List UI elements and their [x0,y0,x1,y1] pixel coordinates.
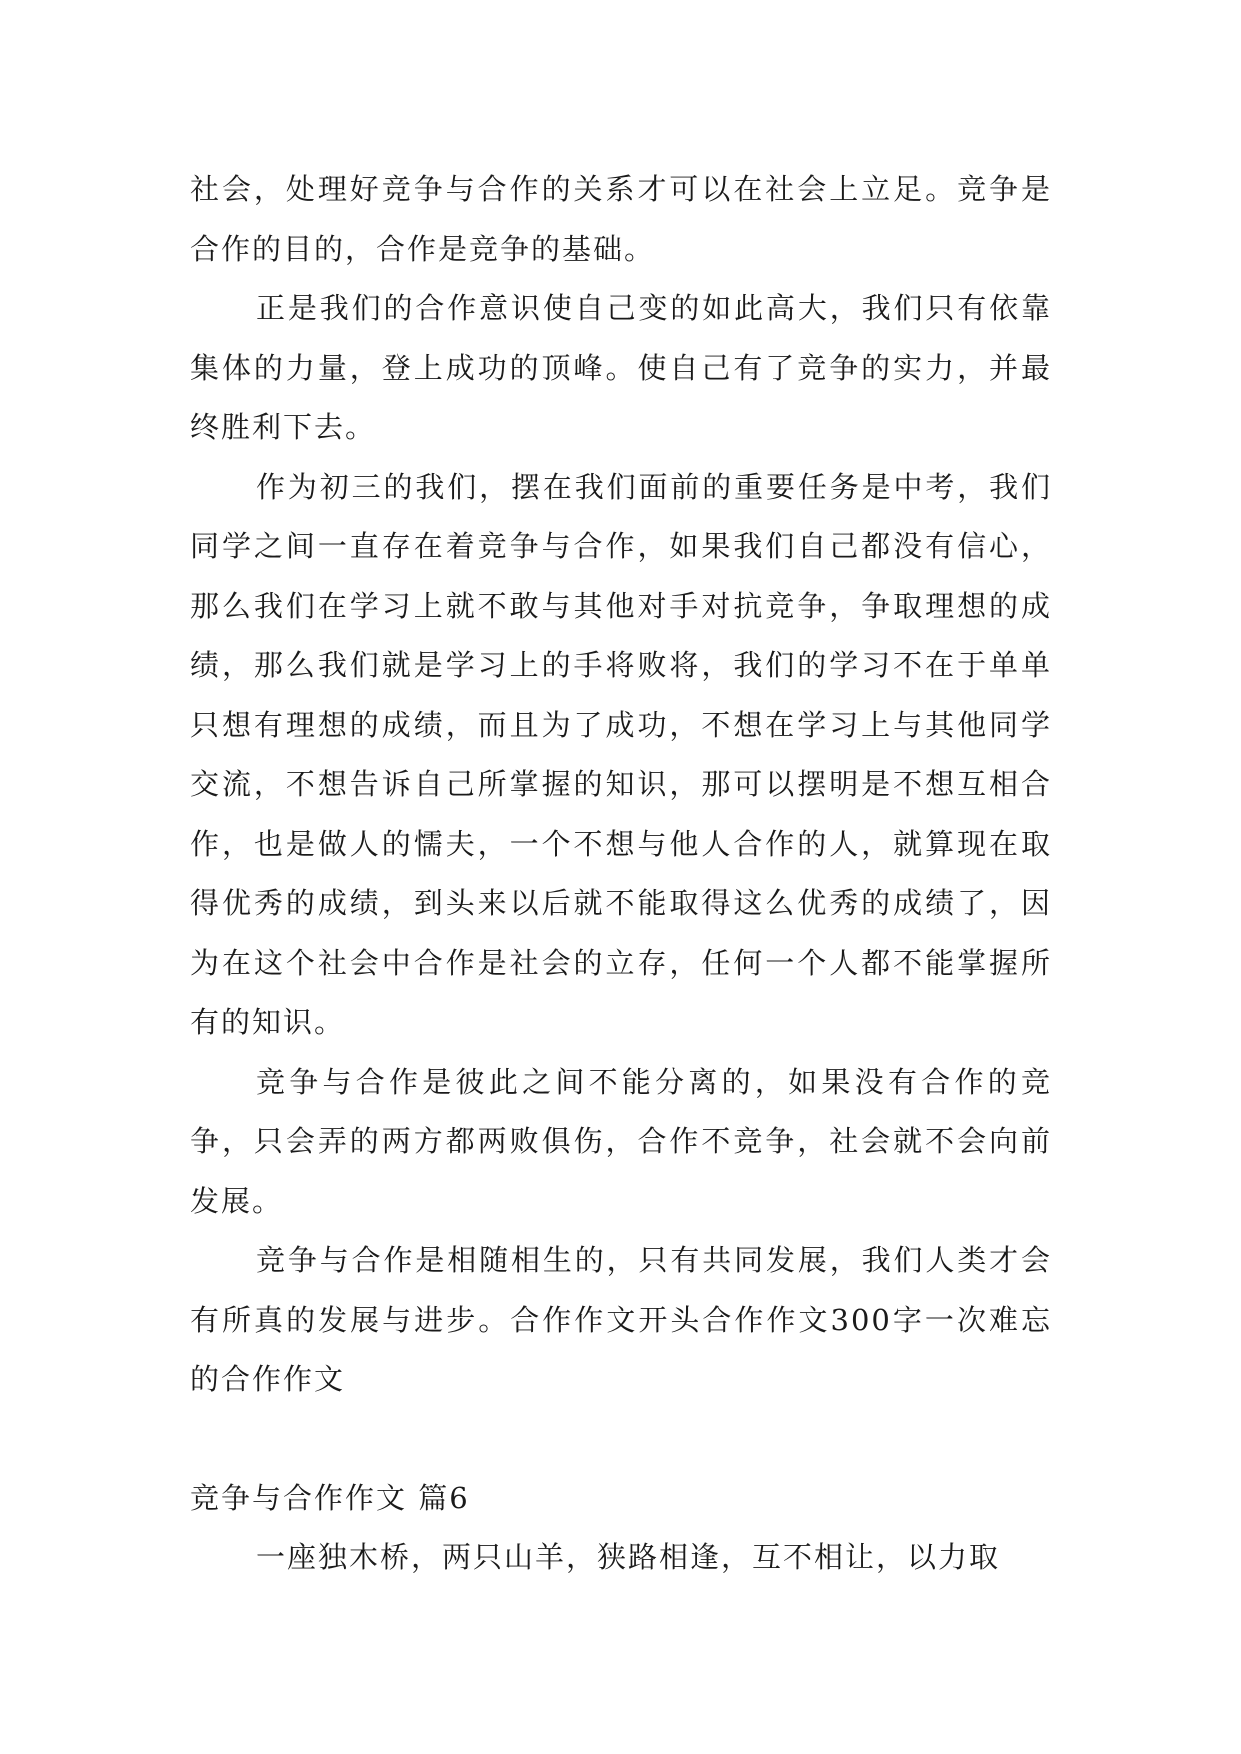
section-heading: 竞争与合作作文 篇6 [190,1480,470,1515]
paragraph-2: 正是我们的合作意识使自己变的如此高大，我们只有依靠集体的力量，登上成功的顶峰。使自己有了竞争的实力，并最终胜利下去。 [190,291,1052,444]
paragraph-4: 竞争与合作是彼此之间不能分离的，如果没有合作的竞争，只会弄的两方都两败俱伤，合作不竞争，社会就不会向前发展。 [190,1064,1052,1218]
paragraph-5: 竞争与合作是相随相生的，只有共同发展，我们人类才会有所真的发展与进步。合作作文开头合作作文300字一次难忘的合作作文 [190,1243,1052,1396]
paragraph-6: 一座独木桥，两只山羊，狭路相逢，互不相让，以力取 [256,1540,1001,1574]
paragraph-1: 社会，处理好竞争与合作的关系才可以在社会上立足。竞争是合作的目的，合作是竞争的基础。 [190,172,1052,266]
paragraph-3: 作为初三的我们，摆在我们面前的重要任务是中考，我们同学之间一直存在着竞争与合作，如果我们自己都没有信心，那么我们在学习上就不敢与其他对手对抗竞争，争取理想的成绩，那么我们就是学习上的手将败将，我们的学习不在于单单只想有理想的成绩，而且为了成功，不想在学习上与其他同学交流，不想告诉自己所掌握的知识，那可以摆明是不想互相合作，也是做人的懦夫，一个不想与他人合作的人，就算现在取得优秀的成绩，到头来以后就不能取得这么优秀的成绩了，因为在这个社会中合作是社会的立存，任何一个人都不能掌握所有的知识。 [190,469,1052,1039]
document-page [190,160,1052,1588]
